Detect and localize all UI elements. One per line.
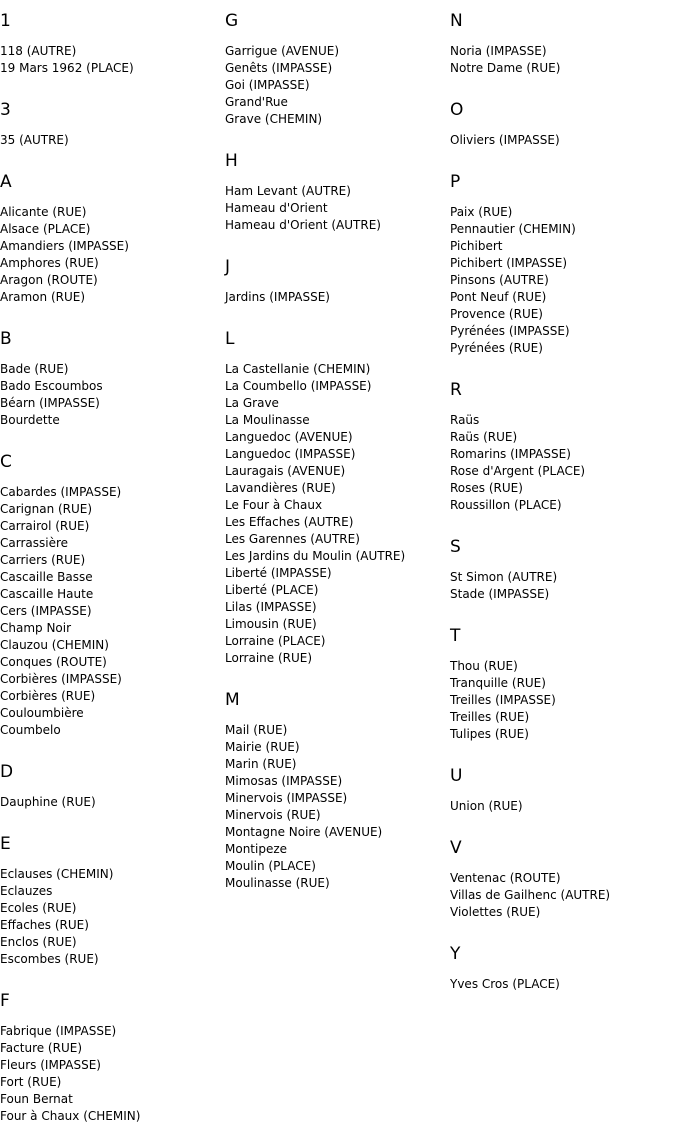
street-list [450, 976, 675, 993]
street-item[interactable]: Couloumbière [0, 706, 84, 720]
street-item[interactable]: Roussillon (PLACE) [450, 498, 562, 512]
street-item[interactable]: Conques (ROUTE) [0, 655, 107, 669]
street-item[interactable]: Moulinasse (RUE) [225, 876, 330, 890]
street-item[interactable]: Montipeze [225, 842, 288, 856]
street-item[interactable]: Clauzou (CHEMIN) [0, 638, 109, 652]
street-item[interactable]: Dauphine (RUE) [0, 795, 96, 809]
street-item[interactable]: Languedoc (IMPASSE) [225, 447, 356, 461]
street-item[interactable]: 35 (AUTRE) [0, 133, 69, 147]
street-item[interactable]: 19 Mars 1962 (PLACE) [0, 61, 134, 75]
street-item[interactable]: Pyrénées (IMPASSE) [450, 324, 570, 338]
letter-group-c [0, 452, 225, 739]
street-list [225, 183, 450, 234]
letter-heading: D [0, 762, 14, 782]
street-item[interactable]: Villas de Gailhenc (AUTRE) [450, 888, 611, 902]
street-column-1 [0, 11, 225, 1148]
letter-heading: V [450, 838, 462, 858]
letter-group-o [450, 100, 675, 149]
street-list [0, 43, 225, 77]
letter-heading: A [0, 172, 12, 192]
street-item[interactable]: Champ Noir [0, 621, 72, 635]
letter-group-d [0, 762, 225, 811]
street-item[interactable]: Raüs (RUE) [450, 430, 518, 444]
letter-heading: T [450, 626, 461, 646]
street-item[interactable]: Mimosas (IMPASSE) [225, 774, 343, 788]
street-list [225, 722, 450, 892]
street-item[interactable]: Languedoc (AVENUE) [225, 430, 353, 444]
street-item[interactable]: Ecoles (RUE) [0, 901, 77, 915]
letter-group-a [0, 172, 225, 306]
street-item[interactable]: Bado Escoumbos [0, 379, 103, 393]
letter-group-g [225, 11, 450, 128]
street-list [0, 1023, 225, 1125]
street-item[interactable]: Stade (IMPASSE) [450, 587, 550, 601]
street-item[interactable]: Lorraine (PLACE) [225, 634, 326, 648]
street-item[interactable]: Paix (RUE) [450, 205, 513, 219]
street-item[interactable]: Montagne Noire (AVENUE) [225, 825, 383, 839]
street-item[interactable]: Grave (CHEMIN) [225, 112, 323, 126]
street-item[interactable]: Pyrénées (RUE) [450, 341, 543, 355]
street-item[interactable]: Béarn (IMPASSE) [0, 396, 100, 410]
street-item[interactable]: La Castellanie (CHEMIN) [225, 362, 371, 376]
street-item[interactable]: Marin (RUE) [225, 757, 297, 771]
letter-heading: F [0, 991, 10, 1011]
street-list [450, 132, 675, 149]
letter-heading: M [225, 690, 240, 710]
street-list [450, 204, 675, 357]
street-item[interactable]: Corbières (RUE) [0, 689, 96, 703]
street-list [450, 43, 675, 77]
street-list [225, 361, 450, 667]
street-item[interactable]: Cascaille Basse [0, 570, 93, 584]
street-item[interactable]: Pichibert (IMPASSE) [450, 256, 568, 270]
street-item[interactable]: Facture (RUE) [0, 1041, 82, 1055]
street-item[interactable]: Rose d'Argent (PLACE) [450, 464, 586, 478]
street-item[interactable]: Cascaille Haute [0, 587, 94, 601]
street-item[interactable]: Alicante (RUE) [0, 205, 87, 219]
street-item[interactable]: Ventenac (ROUTE) [450, 871, 561, 885]
street-item[interactable]: Fabrique (IMPASSE) [0, 1024, 117, 1038]
street-item[interactable]: Lorraine (RUE) [225, 651, 313, 665]
street-item[interactable]: Eclauses (CHEMIN) [0, 867, 114, 881]
street-item[interactable]: Ham Levant (AUTRE) [225, 184, 351, 198]
street-item[interactable]: Romarins (IMPASSE) [450, 447, 571, 461]
street-item[interactable]: Provence (RUE) [450, 307, 543, 321]
street-column-2 [225, 11, 450, 915]
street-item[interactable]: Les Effaches (AUTRE) [225, 515, 354, 529]
street-item[interactable]: Tranquille (RUE) [450, 676, 546, 690]
street-item[interactable]: La Coumbello (IMPASSE) [225, 379, 372, 393]
street-item[interactable]: Le Four à Chaux [225, 498, 323, 512]
street-item[interactable]: Carignan (RUE) [0, 502, 93, 516]
letter-heading: 1 [0, 11, 11, 31]
letter-heading: E [0, 834, 11, 854]
letter-heading: P [450, 172, 461, 192]
street-item[interactable]: Noria (IMPASSE) [450, 44, 547, 58]
letter-group-p [450, 172, 675, 357]
street-list [0, 866, 225, 968]
street-item[interactable]: Enclos (RUE) [0, 935, 77, 949]
street-item[interactable]: Garrigue (AVENUE) [225, 44, 339, 58]
street-item[interactable]: Raüs [450, 413, 480, 427]
letter-group-l [225, 329, 450, 667]
street-item[interactable]: Les Garennes (AUTRE) [225, 532, 360, 546]
letter-heading: 3 [0, 100, 11, 120]
street-item[interactable]: Yves Cros (PLACE) [450, 977, 560, 991]
street-item[interactable]: Pichibert [450, 239, 503, 253]
street-list [0, 204, 225, 306]
street-item[interactable]: Eclauzes [0, 884, 53, 898]
street-item[interactable]: Bade (RUE) [0, 362, 69, 376]
street-item[interactable]: Carriers (RUE) [0, 553, 86, 567]
street-item[interactable]: Effaches (RUE) [0, 918, 89, 932]
street-item[interactable]: Pont Neuf (RUE) [450, 290, 547, 304]
street-item[interactable]: Coumbelo [0, 723, 61, 737]
letter-heading: O [450, 100, 464, 120]
street-item[interactable]: 118 (AUTRE) [0, 44, 77, 58]
street-item[interactable]: Bourdette [0, 413, 60, 427]
letter-group-m [225, 690, 450, 892]
street-item[interactable]: Violettes (RUE) [450, 905, 541, 919]
letter-group-j [225, 257, 450, 306]
letter-heading: Y [450, 944, 461, 964]
letter-group-n [450, 11, 675, 77]
street-list [0, 132, 225, 149]
street-item[interactable]: Aragon (ROUTE) [0, 273, 98, 287]
street-item[interactable]: Minervois (RUE) [225, 808, 321, 822]
letter-group-b [0, 329, 225, 429]
letter-group-s [450, 537, 675, 603]
street-list [450, 870, 675, 921]
street-item[interactable]: Moulin (PLACE) [225, 859, 316, 873]
letter-group-r [450, 380, 675, 514]
street-item[interactable]: Treilles (RUE) [450, 710, 530, 724]
street-item[interactable]: Amandiers (IMPASSE) [0, 239, 129, 253]
street-item[interactable]: Four à Chaux (CHEMIN) [0, 1109, 141, 1123]
letter-group-t [450, 626, 675, 743]
street-list [450, 798, 675, 815]
street-item[interactable]: St Simon (AUTRE) [450, 570, 558, 584]
letter-group-e [0, 834, 225, 968]
letter-group-h [225, 151, 450, 234]
street-item[interactable]: Goi (IMPASSE) [225, 78, 310, 92]
street-list [0, 794, 225, 811]
street-item[interactable]: Liberté (IMPASSE) [225, 566, 332, 580]
street-item[interactable]: Alsace (PLACE) [0, 222, 91, 236]
letter-heading: S [450, 537, 461, 557]
letter-heading: J [225, 257, 231, 277]
letter-group-u [450, 766, 675, 815]
street-item[interactable]: Hameau d'Orient (AUTRE) [225, 218, 381, 232]
letter-heading: R [450, 380, 462, 400]
street-item[interactable]: Minervois (IMPASSE) [225, 791, 348, 805]
letter-heading: L [225, 329, 235, 349]
street-list [450, 412, 675, 514]
street-item[interactable]: Amphores (RUE) [0, 256, 99, 270]
street-item[interactable]: Liberté (PLACE) [225, 583, 319, 597]
street-item[interactable]: Lavandières (RUE) [225, 481, 336, 495]
street-column-3 [450, 11, 675, 1016]
street-item[interactable]: Carrassière [0, 536, 69, 550]
letter-group-v [450, 838, 675, 921]
letter-heading: G [225, 11, 239, 31]
street-item[interactable]: Thou (RUE) [450, 659, 518, 673]
street-list [225, 43, 450, 128]
street-item[interactable]: Union (RUE) [450, 799, 523, 813]
street-item[interactable]: Roses (RUE) [450, 481, 523, 495]
letter-heading: B [0, 329, 12, 349]
street-item[interactable]: Les Jardins du Moulin (AUTRE) [225, 549, 406, 563]
street-item[interactable]: Lauragais (AVENUE) [225, 464, 346, 478]
street-item[interactable]: Grand'Rue [225, 95, 288, 109]
street-item[interactable]: Corbières (IMPASSE) [0, 672, 122, 686]
street-item[interactable]: Mail (RUE) [225, 723, 288, 737]
street-item[interactable]: Foun Bernat [0, 1092, 73, 1106]
letter-group-f [0, 991, 225, 1125]
street-item[interactable]: Treilles (IMPASSE) [450, 693, 556, 707]
street-item[interactable]: Fleurs (IMPASSE) [0, 1058, 101, 1072]
letter-group-1 [0, 11, 225, 77]
street-list [450, 658, 675, 743]
street-item[interactable]: La Moulinasse [225, 413, 310, 427]
street-item[interactable]: Hameau d'Orient [225, 201, 328, 215]
letter-heading: N [450, 11, 463, 31]
street-item[interactable]: Notre Dame (RUE) [450, 61, 561, 75]
street-item[interactable]: Escombes (RUE) [0, 952, 99, 966]
letter-heading: H [225, 151, 238, 171]
street-item[interactable]: Oliviers (IMPASSE) [450, 133, 560, 147]
street-item[interactable]: Genêts (IMPASSE) [225, 61, 333, 75]
street-item[interactable]: Pennautier (CHEMIN) [450, 222, 576, 236]
street-item[interactable]: La Grave [225, 396, 279, 410]
letter-group-3 [0, 100, 225, 149]
letter-heading: C [0, 452, 12, 472]
street-item[interactable]: Lilas (IMPASSE) [225, 600, 317, 614]
street-list [225, 289, 450, 306]
street-item[interactable]: Cers (IMPASSE) [0, 604, 92, 618]
letter-group-y [450, 944, 675, 993]
street-item[interactable]: Cabardes (IMPASSE) [0, 485, 122, 499]
street-item[interactable]: Jardins (IMPASSE) [225, 290, 330, 304]
street-item[interactable]: Aramon (RUE) [0, 290, 86, 304]
street-list [0, 361, 225, 429]
letter-heading: U [450, 766, 463, 786]
street-list [0, 484, 225, 739]
street-list [450, 569, 675, 603]
street-item[interactable]: Carrairol (RUE) [0, 519, 90, 533]
street-item[interactable]: Fort (RUE) [0, 1075, 62, 1089]
street-item[interactable]: Tulipes (RUE) [450, 727, 529, 741]
street-item[interactable]: Limousin (RUE) [225, 617, 317, 631]
street-item[interactable]: Pinsons (AUTRE) [450, 273, 549, 287]
street-item[interactable]: Mairie (RUE) [225, 740, 300, 754]
